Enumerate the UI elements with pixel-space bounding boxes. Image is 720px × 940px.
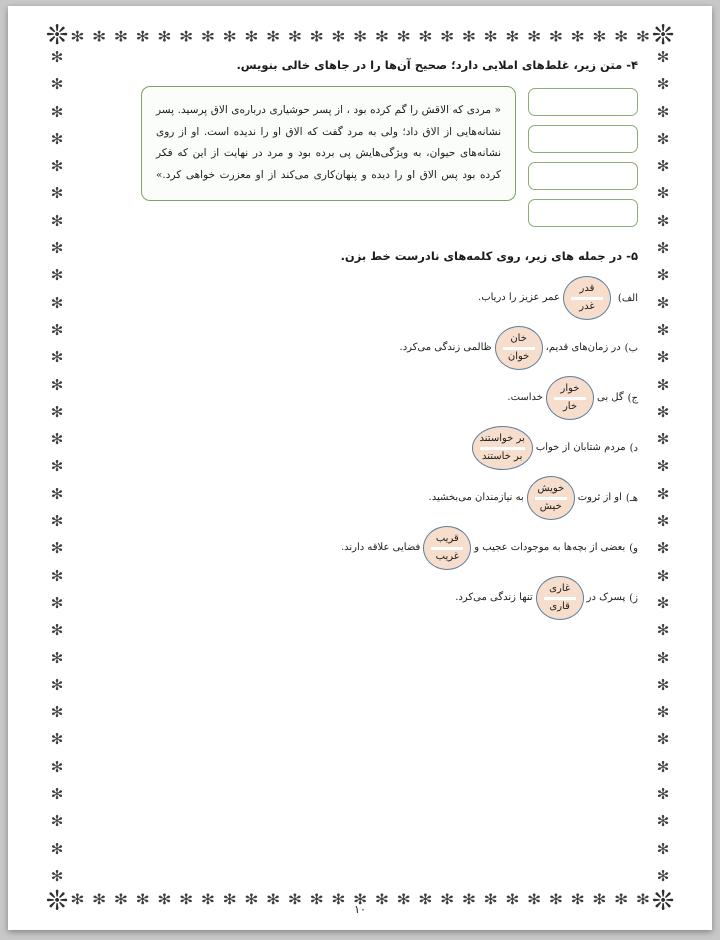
ornament-motif-icon: ✻ <box>200 888 215 906</box>
question-5-choice-oval[interactable] <box>563 276 611 320</box>
question-5-option-top[interactable]: بر خواستند <box>479 433 525 444</box>
ornament-motif-icon: ✻ <box>50 566 64 585</box>
question-5-choice-oval[interactable] <box>423 526 471 570</box>
ornament-motif-icon: ✻ <box>527 28 542 46</box>
ornament-motif-icon: ✻ <box>50 593 64 612</box>
question-4-answer-box-group <box>528 86 638 227</box>
ornament-motif-icon: ✻ <box>656 457 670 476</box>
question-5-sentence-before: گل بی <box>597 392 624 403</box>
ornament-motif-icon: ✻ <box>656 757 670 776</box>
question-5-sentence-before: پسرک در <box>586 592 626 603</box>
ornament-motif-icon: ✻ <box>50 730 64 749</box>
ornament-motif-icon: ✻ <box>656 102 670 121</box>
question-5-option-bottom[interactable]: غریب <box>435 550 459 562</box>
question-4-body <box>82 86 638 227</box>
question-5-sentence-after: تنها زندگی می‌کرد. <box>455 592 533 603</box>
ornament-column-left <box>44 50 70 884</box>
question-5-item-label: ز) <box>629 592 638 604</box>
ornament-motif-icon: ✻ <box>656 484 670 503</box>
ornament-motif-icon: ✻ <box>592 888 607 906</box>
ornament-motif-icon: ✻ <box>418 28 433 46</box>
ornament-motif-icon: ✻ <box>309 28 324 46</box>
ornament-motif-icon: ✻ <box>656 157 670 176</box>
question-5-sentence-before: مردم شتابان از خواب <box>535 442 626 453</box>
ornament-motif-icon: ✻ <box>50 375 64 394</box>
ornament-motif-icon: ✻ <box>50 266 64 285</box>
ornament-motif-icon: ✻ <box>50 430 64 449</box>
ornament-motif-icon: ✻ <box>266 28 281 46</box>
ornament-motif-icon: ✻ <box>656 566 670 585</box>
ornament-motif-icon: ✻ <box>656 266 670 285</box>
ornament-motif-icon: ✻ <box>287 888 302 906</box>
choice-oval-divider <box>571 297 603 300</box>
ornament-motif-icon: ✻ <box>440 888 455 906</box>
ornament-motif-icon: ✻ <box>483 888 498 906</box>
ornament-motif-icon: ✻ <box>92 888 107 906</box>
ornament-motif-icon: ✻ <box>353 888 368 906</box>
ornament-motif-icon: ✻ <box>244 28 259 46</box>
ornament-motif-icon: ✻ <box>656 839 670 858</box>
question-5-option-top[interactable]: غاری <box>549 583 571 594</box>
ornament-motif-icon: ✻ <box>635 888 650 906</box>
question-5-option-bottom[interactable]: خیش <box>539 500 562 512</box>
ornament-motif-icon: ✻ <box>135 888 150 906</box>
question-5-item-label: ب) <box>624 342 638 354</box>
ornament-motif-icon: ✻ <box>418 888 433 906</box>
question-5-sentence-after: فضایی علاقه دارند. <box>340 542 421 553</box>
ornament-motif-icon: ✻ <box>157 28 172 46</box>
ornament-motif-icon: ✻ <box>200 28 215 46</box>
ornament-motif-icon: ✻ <box>50 812 64 831</box>
ornament-motif-icon: ✻ <box>50 703 64 722</box>
ornament-motif-icon: ✻ <box>222 28 237 46</box>
corner-ornament-bottom-left-icon: ❊ <box>45 883 69 914</box>
ornament-motif-icon: ✻ <box>50 211 64 230</box>
ornament-motif-icon: ✻ <box>656 648 670 667</box>
ornament-motif-icon: ✻ <box>50 348 64 367</box>
question-5-item-label: و) <box>629 542 638 554</box>
ornament-motif-icon: ✻ <box>70 888 85 906</box>
question-4-passage-box <box>141 86 516 201</box>
ornament-motif-icon: ✻ <box>353 28 368 46</box>
ornament-motif-icon: ✻ <box>656 375 670 394</box>
ornament-motif-icon: ✻ <box>440 28 455 46</box>
question-5-sentence-after: خداست. <box>507 392 543 403</box>
question-5-sentence-after: عمر عزیز را دریاب. <box>478 292 560 303</box>
ornament-motif-icon: ✻ <box>50 675 64 694</box>
ornament-motif-icon: ✻ <box>50 621 64 640</box>
ornament-motif-icon: ✻ <box>135 28 150 46</box>
question-5-sentence-before: او از ثروت <box>577 492 622 503</box>
question-5-item-label: د) <box>629 442 638 454</box>
question-5-option-top[interactable]: خویش <box>537 483 565 494</box>
ornament-motif-icon: ✻ <box>614 28 629 46</box>
ornament-motif-icon: ✻ <box>50 539 64 558</box>
question-5-heading: ۵- در جمله های زیر، روی کلمه‌های نادرست خط بزن. <box>340 249 638 263</box>
ornament-motif-icon: ✻ <box>483 28 498 46</box>
ornament-motif-icon: ✻ <box>656 430 670 449</box>
ornament-motif-icon: ✻ <box>50 293 64 312</box>
ornament-motif-icon: ✻ <box>656 675 670 694</box>
question-4-passage-text: « مردی که الاقش را گم کرده بود ، از پسر حوشیاری درباره‌ی الاق پرسید. پسر نشانه‌هایی از الاق داد؛ ولی به مرد گفت که الاق او را ندیده است. او از روی نشانه‌های حیوان، به ویژگی‌هایش پی برده بود و مرد در نهایت از این که فکر کرده بود پس الاق او را دیده و پنهان‌کاری می‌کند از او معزرت خواهی کرد.» <box>156 104 501 182</box>
corner-ornament-top-left-icon: ❊ <box>45 20 69 51</box>
ornament-motif-icon: ✻ <box>656 50 670 66</box>
ornament-motif-icon: ✻ <box>50 320 64 339</box>
ornament-motif-icon: ✻ <box>570 888 585 906</box>
ornament-motif-icon: ✻ <box>50 512 64 531</box>
ornament-motif-icon: ✻ <box>656 75 670 94</box>
question-5-choice-oval[interactable] <box>495 326 543 370</box>
question-4-answer-box-3[interactable] <box>528 162 638 190</box>
ornament-motif-icon: ✻ <box>656 211 670 230</box>
question-5-item <box>82 573 638 623</box>
ornament-motif-icon: ✻ <box>222 888 237 906</box>
question-5-sentence-before: در زمان‌های قدیم، <box>545 342 621 353</box>
question-5-item-label: ج) <box>627 392 638 404</box>
choice-oval-divider <box>535 497 567 500</box>
question-5-item <box>82 323 638 373</box>
question-5-option-bottom[interactable]: خوان <box>507 350 530 362</box>
ornament-motif-icon: ✻ <box>461 28 476 46</box>
ornament-motif-icon: ✻ <box>656 512 670 531</box>
choice-oval-divider <box>431 547 463 550</box>
ornament-motif-icon: ✻ <box>614 888 629 906</box>
ornament-motif-icon: ✻ <box>50 648 64 667</box>
corner-ornament-bottom-right-icon: ❊ <box>651 883 675 914</box>
ornament-motif-icon: ✻ <box>50 457 64 476</box>
ornament-motif-icon: ✻ <box>179 888 194 906</box>
ornament-motif-icon: ✻ <box>50 839 64 858</box>
ornament-motif-icon: ✻ <box>461 888 476 906</box>
question-5-choice-oval[interactable] <box>536 576 584 620</box>
question-5-item <box>82 473 638 523</box>
worksheet-content <box>82 52 638 880</box>
ornament-motif-icon: ✻ <box>656 785 670 804</box>
ornament-motif-icon: ✻ <box>113 888 128 906</box>
ornament-motif-icon: ✻ <box>396 28 411 46</box>
ornament-motif-icon: ✻ <box>656 730 670 749</box>
question-5-sentence-after: به نیازمندان می‌بخشید. <box>428 492 524 503</box>
ornament-motif-icon: ✻ <box>50 75 64 94</box>
question-5-option-bottom[interactable]: خار <box>562 400 578 412</box>
ornament-motif-icon: ✻ <box>374 28 389 46</box>
ornament-motif-icon: ✻ <box>50 484 64 503</box>
ornament-motif-icon: ✻ <box>50 184 64 203</box>
ornament-motif-icon: ✻ <box>331 888 346 906</box>
ornament-motif-icon: ✻ <box>527 888 542 906</box>
ornament-motif-icon: ✻ <box>179 28 194 46</box>
worksheet-page <box>8 6 712 930</box>
ornament-motif-icon: ✻ <box>113 28 128 46</box>
ornament-motif-icon: ✻ <box>548 888 563 906</box>
question-5-choice-oval[interactable] <box>527 476 575 520</box>
question-4-answer-box-2[interactable] <box>528 125 638 153</box>
question-5-choice-oval[interactable] <box>546 376 594 420</box>
choice-oval-divider <box>503 347 535 350</box>
ornament-motif-icon: ✻ <box>50 402 64 421</box>
question-5-option-bottom[interactable]: قاری <box>549 600 570 612</box>
page-number: ۱۰ <box>354 903 366 916</box>
ornament-motif-icon: ✻ <box>50 157 64 176</box>
ornament-motif-icon: ✻ <box>287 28 302 46</box>
ornament-motif-icon: ✻ <box>50 102 64 121</box>
question-5-sentence-after: ظالمی زندگی می‌کرد. <box>399 342 492 353</box>
question-5-item <box>82 373 638 423</box>
question-5-choice-oval[interactable] <box>472 426 533 470</box>
ornament-motif-icon: ✻ <box>592 28 607 46</box>
question-4-heading: ۴- متن زیر، غلط‌های املایی دارد؛ صحیح آن‌ها را در جاهای خالی بنویس. <box>236 58 638 72</box>
ornament-motif-icon: ✻ <box>656 348 670 367</box>
question-4-answer-box-4[interactable] <box>528 199 638 227</box>
ornament-motif-icon: ✻ <box>656 812 670 831</box>
ornament-motif-icon: ✻ <box>331 28 346 46</box>
ornament-motif-icon: ✻ <box>656 320 670 339</box>
ornament-column-right <box>650 50 676 884</box>
ornament-motif-icon: ✻ <box>396 888 411 906</box>
question-5-item <box>82 523 638 573</box>
ornament-motif-icon: ✻ <box>92 28 107 46</box>
ornament-motif-icon: ✻ <box>656 621 670 640</box>
ornament-motif-icon: ✻ <box>505 28 520 46</box>
ornament-motif-icon: ✻ <box>50 129 64 148</box>
ornament-motif-icon: ✻ <box>656 593 670 612</box>
question-5-option-top[interactable]: قدر <box>579 283 595 294</box>
ornament-motif-icon: ✻ <box>570 28 585 46</box>
ornament-motif-icon: ✻ <box>635 28 650 46</box>
ornament-motif-icon: ✻ <box>244 888 259 906</box>
ornament-motif-icon: ✻ <box>266 888 281 906</box>
question-5-item <box>82 423 638 473</box>
ornament-row-top <box>70 24 650 50</box>
ornament-motif-icon: ✻ <box>656 539 670 558</box>
ornament-motif-icon: ✻ <box>656 129 670 148</box>
ornament-motif-icon: ✻ <box>309 888 324 906</box>
question-5-item-label: هـ) <box>625 492 638 504</box>
question-5-option-top[interactable]: خان <box>510 333 527 344</box>
ornament-motif-icon: ✻ <box>656 184 670 203</box>
question-5-option-top[interactable]: قریب <box>435 533 459 544</box>
ornament-motif-icon: ✻ <box>656 293 670 312</box>
ornament-motif-icon: ✻ <box>50 757 64 776</box>
question-5-option-bottom[interactable]: بر خاستند <box>481 450 523 462</box>
ornament-motif-icon: ✻ <box>50 785 64 804</box>
question-5-item-label: الف) <box>617 292 638 304</box>
ornament-motif-icon: ✻ <box>548 28 563 46</box>
ornament-motif-icon: ✻ <box>374 888 389 906</box>
ornament-motif-icon: ✻ <box>656 866 670 884</box>
question-5-sentence-before: بعضی از بچه‌ها به موجودات عجیب و <box>474 542 626 553</box>
ornament-motif-icon: ✻ <box>656 239 670 258</box>
ornament-motif-icon: ✻ <box>50 239 64 258</box>
corner-ornament-top-right-icon: ❊ <box>651 20 675 51</box>
ornament-motif-icon: ✻ <box>50 50 64 66</box>
ornament-motif-icon: ✻ <box>656 703 670 722</box>
ornament-motif-icon: ✻ <box>70 28 85 46</box>
choice-oval-divider <box>544 597 576 600</box>
question-5-option-top[interactable]: خوار <box>560 383 580 394</box>
question-5-option-bottom[interactable]: غدر <box>579 300 595 312</box>
ornament-motif-icon: ✻ <box>505 888 520 906</box>
ornament-motif-icon: ✻ <box>50 866 64 884</box>
choice-oval-divider <box>554 397 586 400</box>
ornament-motif-icon: ✻ <box>157 888 172 906</box>
question-5-item <box>82 273 638 323</box>
choice-oval-divider <box>480 447 525 450</box>
ornament-motif-icon: ✻ <box>656 402 670 421</box>
question-5-item-list <box>82 273 638 623</box>
question-4-answer-box-1[interactable] <box>528 88 638 116</box>
